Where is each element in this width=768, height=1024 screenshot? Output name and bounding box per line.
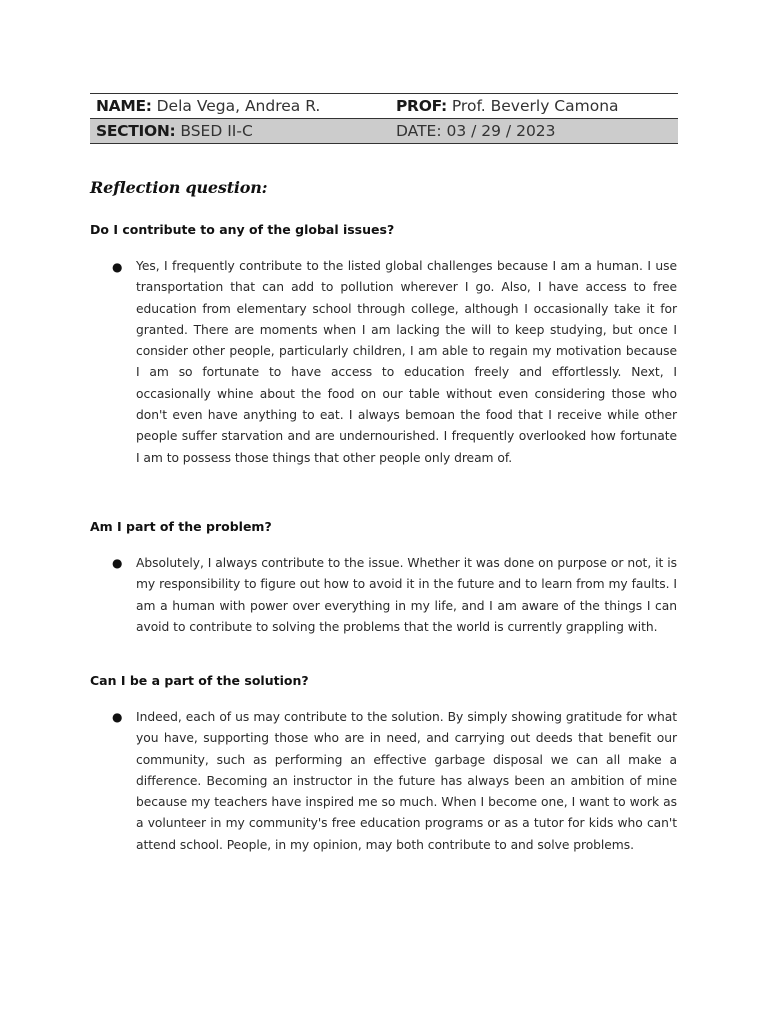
bullet-icon: ● xyxy=(112,260,123,274)
info-row-section-date xyxy=(90,119,678,144)
section-label: SECTION: xyxy=(96,122,176,140)
section-cell xyxy=(90,119,390,144)
date-value: 03 / 29 / 2023 xyxy=(446,122,556,140)
name-value: Dela Vega, Andrea R. xyxy=(156,97,321,115)
bullet-icon: ● xyxy=(112,556,123,570)
question-1: Do I contribute to any of the global issues? xyxy=(90,222,395,237)
name-label: NAME: xyxy=(96,97,152,115)
reflection-title: Reflection question: xyxy=(90,178,268,197)
date-label: DATE: xyxy=(396,122,442,140)
answer-1: Yes, I frequently contribute to the listed global challenges because I am a human. I use transportation that can add to pollution wherever I go. Also, I have access to free education from elementary school through college, although I occasionally take it for granted. There are moments when I am lacking the will to keep studying, but once I consider other people, particularly children, I am able to regain my motivation because I am so fortunate to have access to education freely and effortlessly. Next, I occasionally whine about the food on our table without even considering those who don't even have anything to eat. I always bemoan the food that I receive while other people suffer starvation and are undernourished. I frequently overlooked how fortunate I am to possess those things that other people only dream of. xyxy=(136,259,677,465)
bullet-icon: ● xyxy=(112,710,123,724)
prof-label: PROF: xyxy=(396,97,447,115)
answer-2: Absolutely, I always contribute to the issue. Whether it was done on purpose or not, it is my responsibility to figure out how to avoid it in the future and to learn from my faults. I am a human with power over everything in my life, and I am aware of the things I can avoid to contribute to solving the problems that the world is currently grappling with. xyxy=(136,556,677,634)
prof-cell xyxy=(390,94,678,119)
name-cell xyxy=(90,94,390,119)
date-cell xyxy=(390,119,678,144)
section-value: BSED II-C xyxy=(180,122,253,140)
question-2: Am I part of the problem? xyxy=(90,519,272,534)
answer-3: Indeed, each of us may contribute to the solution. By simply showing gratitude for what you have, supporting those who are in need, and carrying out deeds that benefit our community, such as performing an effective garbage disposal we can all make a difference. Becoming an instructor in the future has always been an ambition of mine because my teachers have inspired me so much. When I become one, I want to work as a volunteer in my community's free education programs or as a tutor for kids who can't attend school. People, in my opinion, may both contribute to and solve problems. xyxy=(136,710,677,852)
question-3: Can I be a part of the solution? xyxy=(90,673,309,688)
prof-value: Prof. Beverly Camona xyxy=(451,97,619,115)
info-row-name-prof xyxy=(90,94,678,119)
student-info-table xyxy=(90,93,678,144)
